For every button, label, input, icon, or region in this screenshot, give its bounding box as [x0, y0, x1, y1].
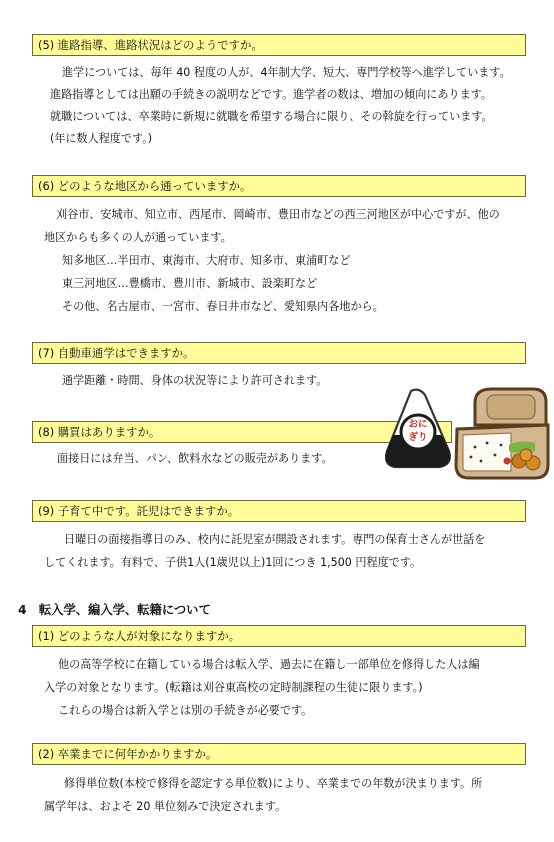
q7-line-1: 通学距離・時間、身体の状況等により許可されます。 [62, 374, 328, 387]
q6-line-1: 刈谷市、安城市、知立市、西尾市、岡崎市、豊田市などの西三河地区が中心ですが、他の [56, 208, 500, 221]
s4q2-line-1: 修得単位数(本校で修得を認定する単位数)により、卒業までの年数が決まります。所 [64, 777, 483, 790]
q6-line-4: 東三河地区…豊橋市、豊川市、新城市、設楽町など [62, 277, 318, 290]
s4q1-line-1: 他の高等学校に在籍している場合は転入学、過去に在籍し一部単位を修得した人は編 [58, 658, 480, 671]
q5-line-4: (年に数人程度です。) [50, 132, 153, 145]
q5-line-2: 進路指導としては出願の手続きの説明などです。進学者の数は、増加の傾向にあります。 [50, 88, 492, 101]
question-6-title: (6) どのような地区から通っていますか。 [32, 175, 526, 197]
bento-box [456, 425, 548, 478]
onigiri [386, 390, 450, 467]
q9-line-1: 日曜日の面接指導日のみ、校内に託児室が開設されます。専門の保育士さんが世話を [64, 533, 486, 546]
question-8-title: (8) 購買はありますか。 [32, 421, 452, 443]
s4q1-line-3: これらの場合は新入学とは別の手続きが必要です。 [58, 704, 313, 717]
q6-line-2: 地区からも多くの人が通っています。 [44, 231, 232, 244]
onigiri-bento-illustration [383, 385, 551, 485]
s4q2-line-2: 属学年は、およそ 20 単位刻みで決定されます。 [44, 800, 287, 813]
section-4-question-2-title: (2) 卒業までに何年かかりますか。 [32, 743, 526, 765]
section-4-heading: 4 転入学、編入学、転籍について [18, 603, 211, 617]
section-4-question-1-title: (1) どのような人が対象になりますか。 [32, 625, 526, 647]
question-7-title: (7) 自動車通学はできますか。 [32, 342, 526, 364]
q6-line-3: 知多地区…半田市、東海市、大府市、知多市、東浦町など [62, 254, 351, 267]
question-5-title: (5) 進路指導、進路状況はどのようですか。 [32, 34, 526, 56]
bento-lid [475, 389, 546, 425]
q9-line-2: してくれます。有料で、子供1人(1歳児以上)1回につき 1,500 円程度です。 [44, 556, 422, 569]
s4q1-line-2: 入学の対象となります。(転籍は刈谷東高校の定時制課程の生徒に限ります。) [44, 681, 423, 694]
svg-text:ぎり: ぎり [408, 432, 428, 443]
q8-line-1: 面接日には弁当、パン、飲料水などの販売があります。 [57, 452, 333, 465]
q6-line-5: その他、名古屋市、一宮市、春日井市など、愛知県内各地から。 [62, 300, 384, 313]
question-9-title: (9) 子育て中です。託児はできますか。 [32, 500, 526, 522]
q5-line-1: 進学については、毎年 40 程度の人が、4年制大学、短大、専門学校等へ進学しています。 [62, 66, 511, 79]
svg-text:おに: おに [408, 419, 428, 430]
q5-line-3: 就職については、卒業時に新規に就職を希望する場合に限り、その斡旋を行っています。 [50, 110, 493, 123]
